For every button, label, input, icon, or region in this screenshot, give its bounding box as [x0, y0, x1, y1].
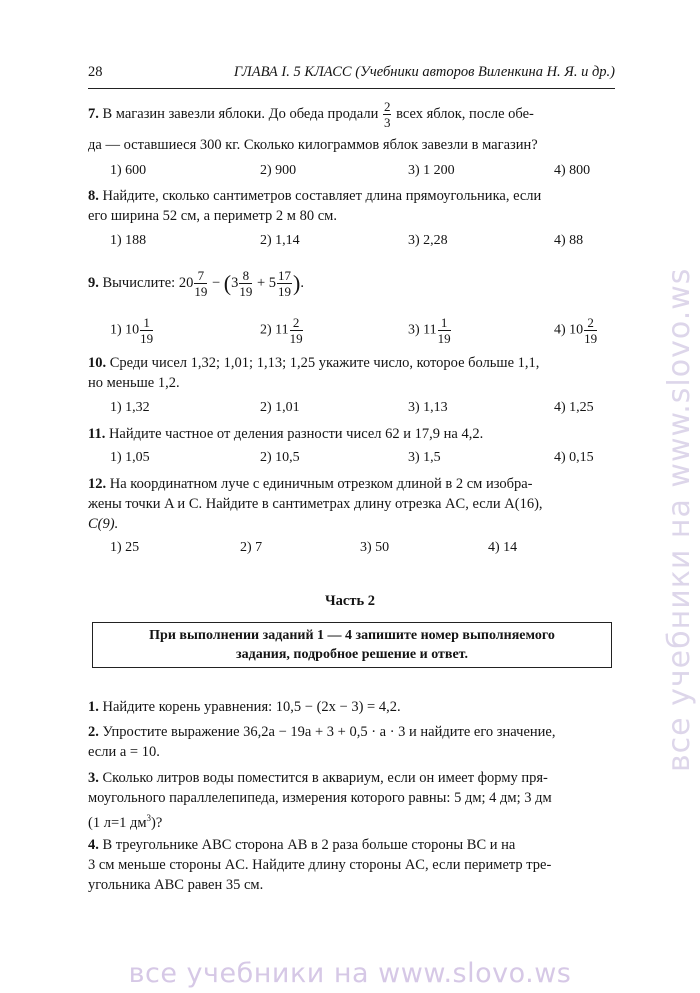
q9-option-4[interactable]: 4) 10 $\frac{2}{19}$ [554, 315, 598, 346]
q7-option-1[interactable]: 1) 600 [110, 163, 147, 178]
problem-3-line-2: моугольного параллелепипеда, измерения которого равны: 5 дм; 4 дм; 3 дм [88, 790, 552, 806]
question-7-text-cont: всех яблок, после обе- [396, 105, 534, 122]
q8-option-1[interactable]: 1) 188 [110, 233, 147, 248]
question-12-line-3: C(9). [88, 516, 119, 532]
q11-option-4[interactable]: 4) 0,15 [554, 450, 594, 465]
q7-option-3[interactable]: 3) 1 200 [408, 163, 455, 178]
question-8-line-2: его ширина 52 см, а периметр 2 м 80 см. [88, 208, 337, 224]
question-10-number: 10. [88, 355, 107, 371]
question-7-text: В магазин завезли яблоки. До обеда продали [102, 105, 379, 122]
q10-option-1[interactable]: 1) 1,32 [110, 400, 150, 415]
question-11-number: 11. [88, 426, 106, 442]
q7-option-2[interactable]: 2) 900 [260, 163, 297, 178]
question-7-number: 7. [88, 105, 99, 122]
problem-3-number: 3. [88, 770, 99, 786]
q11-option-2[interactable]: 2) 10,5 [260, 450, 300, 465]
problem-2-line-1: 2. Упростите выражение 36,2a − 19a + 3 + 0,5 · a · 3 и найдите его значение, [88, 724, 556, 740]
question-11-line-1: 11. Найдите частное от деления разности чисел 62 и 17,9 на 4,2. [88, 426, 484, 442]
q11-option-1[interactable]: 1) 1,05 [110, 450, 150, 465]
question-12-number: 12. [88, 476, 107, 492]
question-10-line-2: но меньше 1,2. [88, 375, 180, 391]
problem-3-line-3: (1 л=1 $дм^3$)? [88, 813, 163, 831]
q12-option-2[interactable]: 2) 7 [240, 540, 263, 555]
instructions-box [92, 622, 612, 668]
question-12-line-1: 12. На координатном луче с единичным отрезком длиной в 2 см изобра- [88, 476, 533, 492]
q11-option-3[interactable]: 3) 1,5 [408, 450, 441, 465]
question-9-line: 9. Вычислите: 20 $\frac{7}{19}$ − (3 $\frac{8}{19}$ + 5 $\frac{17}{19}$ ). [88, 268, 304, 300]
page-header [88, 64, 615, 86]
q8-option-3[interactable]: 3) 2,28 [408, 233, 448, 248]
problem-4-line-1: 4. В треугольнике ABC сторона AB в 2 раза больше стороны BC и на [88, 837, 516, 853]
instructions-line-2: задания, подробное решение и ответ. [236, 647, 468, 662]
instructions-line-1: При выполнении заданий 1 — 4 запишите номер выполняемого [149, 628, 555, 643]
question-8-line-1: 8. Найдите, сколько сантиметров составляет длина прямоугольника, если [88, 188, 542, 204]
question-7-line-2: да — оставшиеся 300 кг. Сколько килограммов яблок завезли в магазин? [88, 137, 538, 153]
q10-option-4[interactable]: 4) 1,25 [554, 400, 594, 415]
q12-option-1[interactable]: 1) 25 [110, 540, 140, 555]
chapter-title: ГЛАВА I. 5 КЛАСС (Учебники авторов Виленкина Н. Я. и др.) [233, 64, 615, 80]
q8-option-4[interactable]: 4) 88 [554, 233, 584, 248]
q8-option-2[interactable]: 2) 1,14 [260, 233, 300, 248]
page-number: 28 [88, 64, 103, 80]
problem-3-line-1: 3. Сколько литров воды поместится в аквариум, если он имеет форму пря- [88, 770, 548, 786]
question-8-number: 8. [88, 188, 99, 204]
part-2-title: Часть 2 [325, 593, 375, 609]
q9-option-2[interactable]: 2) 11 $\frac{2}{19}$ [260, 315, 303, 346]
q9-option-3[interactable]: 3) 11 $\frac{1}{19}$ [408, 315, 451, 346]
problem-1: 1. Найдите корень уравнения: 10,5 − (2x − 3) = 4,2. [88, 699, 401, 715]
q7-option-4[interactable]: 4) 800 [554, 163, 591, 178]
header-rule [88, 88, 615, 89]
problem-4-line-2: 3 см меньше стороны AC. Найдите длину стороны AC, если периметр тре- [88, 857, 552, 873]
q9-option-1[interactable]: 1) 10 $\frac{1}{19}$ [110, 315, 154, 346]
problem-1-number: 1. [88, 699, 99, 715]
question-7-line-1 [88, 100, 534, 129]
problem-4-number: 4. [88, 837, 99, 853]
side-watermark: все учебники на www.slovo.ws [662, 267, 697, 773]
problem-4-line-3: угольника ABC равен 35 см. [88, 877, 264, 893]
bottom-watermark-link[interactable]: все учебники на www.slovo.ws [128, 958, 572, 989]
question-10-line-1: 10. Среди чисел 1,32; 1,01; 1,13; 1,25 укажите число, которое больше 1,1, [88, 355, 540, 371]
question-12-line-2: жены точки A и C. Найдите в сантиметрах длину отрезка AC, если A(16), [88, 496, 543, 512]
q10-option-2[interactable]: 2) 1,01 [260, 400, 300, 415]
q12-option-3[interactable]: 3) 50 [360, 540, 390, 555]
fraction-two-thirds: $\frac{2}{3}$ [383, 99, 391, 130]
q12-option-4[interactable]: 4) 14 [488, 540, 518, 555]
problem-2-line-2: если a = 10. [88, 744, 160, 760]
problem-2-number: 2. [88, 724, 99, 740]
question-9-number: 9. [88, 275, 99, 291]
q10-option-3[interactable]: 3) 1,13 [408, 400, 448, 415]
